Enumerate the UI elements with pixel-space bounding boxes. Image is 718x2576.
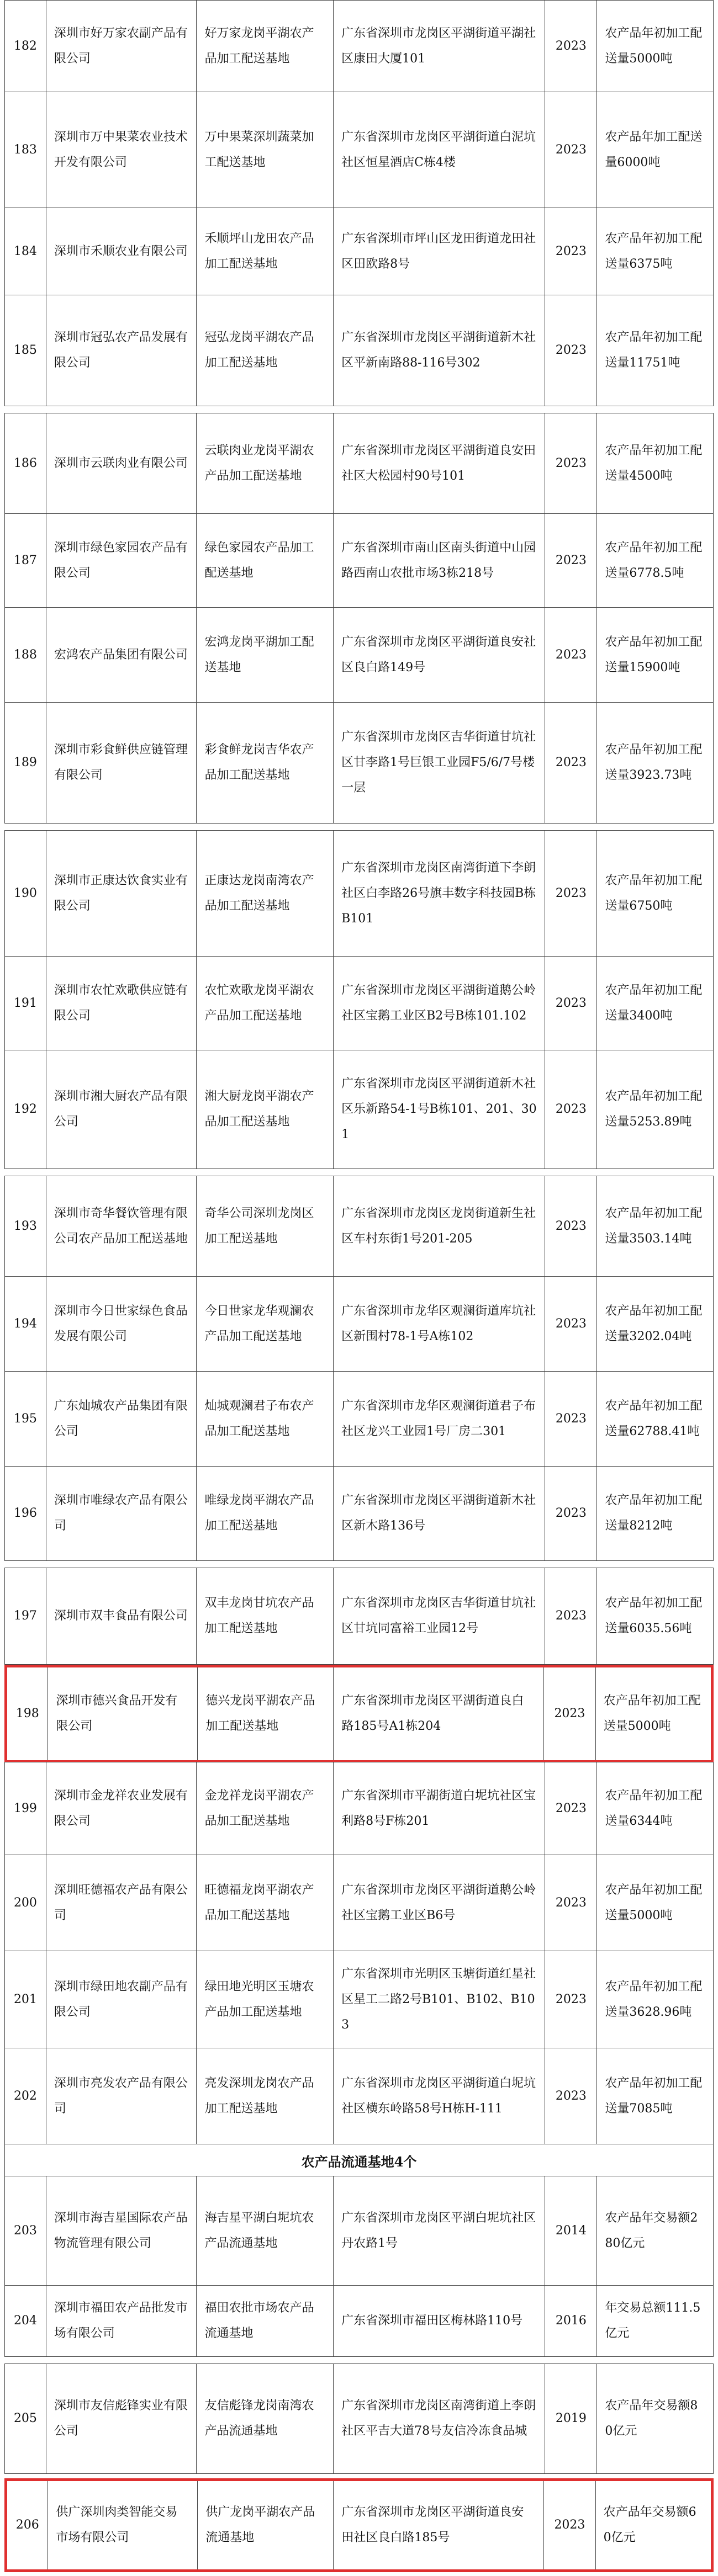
base-address: 广东省深圳市龙岗区平湖街道新木社区新木路136号 xyxy=(334,1467,545,1560)
approval-year: 2023 xyxy=(545,1951,597,2048)
row-number: 191 xyxy=(5,957,46,1050)
base-name: 旺德福龙岗平湖农产品加工配送基地 xyxy=(197,1855,334,1951)
approval-year: 2023 xyxy=(545,608,597,703)
base-name: 双丰龙岗甘坑农产品加工配送基地 xyxy=(197,1568,334,1664)
base-address: 广东省深圳市龙岗区平湖街道新木社区平新南路88-116号302 xyxy=(334,295,545,406)
approval-year: 2023 xyxy=(545,1176,597,1277)
approval-year: 2023 xyxy=(545,1568,597,1664)
base-name: 金龙祥龙岗平湖农产品加工配送基地 xyxy=(197,1762,334,1855)
enterprise-name: 深圳市冠弘农产品发展有限公司 xyxy=(46,295,197,406)
base-name: 冠弘龙岗平湖农产品加工配送基地 xyxy=(197,295,334,406)
base-scale: 年交易总额111.5亿元 xyxy=(605,2301,701,2340)
enterprise-name: 深圳市金龙祥农业发展有限公司 xyxy=(46,1762,197,1855)
enterprise-name: 深圳市德兴食品开发有限公司 xyxy=(48,1667,198,1760)
base-scale: 农产品年初加工配送量5000吨 xyxy=(605,26,703,66)
row-number: 189 xyxy=(5,703,46,823)
base-name: 亮发深圳龙岗农产品加工配送基地 xyxy=(197,2048,334,2144)
base-name: 正康达龙岗南湾农产品加工配送基地 xyxy=(197,831,334,957)
base-address: 广东省深圳市龙华区观澜街道君子布社区龙兴工业园1号厂房二301 xyxy=(334,1372,545,1467)
base-name: 德兴龙岗平湖农产品加工配送基地 xyxy=(198,1667,334,1760)
base-name: 供广龙岗平湖农产品流通基地 xyxy=(198,2481,334,2569)
table-row xyxy=(4,1050,714,1169)
table-row xyxy=(4,295,714,406)
table-row xyxy=(4,1371,714,1467)
enterprise-name: 深圳市绿田地农副产品有限公司 xyxy=(46,1951,197,2048)
enterprise-name: 深圳市湘大厨农产品有限公司 xyxy=(46,1050,197,1169)
base-address: 广东省深圳市龙岗区平湖街道鹅公岭社区宝鹅工业区B2号B栋101.102 xyxy=(334,957,545,1050)
base-address: 广东省深圳市龙岗区平湖白坭坑社区丹农路1号 xyxy=(334,2176,545,2286)
table-row-highlighted xyxy=(4,1665,714,1763)
base-name: 友信彪锋龙岗南湾农产品流通基地 xyxy=(197,2364,334,2473)
base-scale: 农产品年初加工配送量62788.41吨 xyxy=(605,1399,703,1438)
base-name: 禾顺坪山龙田农产品加工配送基地 xyxy=(197,208,334,295)
approval-year: 2023 xyxy=(545,1855,597,1951)
approval-year: 2023 xyxy=(545,413,597,514)
row-number: 205 xyxy=(5,2364,46,2473)
base-scale: 农产品年交易额60亿元 xyxy=(603,2505,696,2545)
enterprise-name: 深圳市好万家农副产品有限公司 xyxy=(46,1,197,92)
base-scale: 农产品年初加工配送量6750吨 xyxy=(605,874,703,913)
base-scale: 农产品年初加工配送量6035.56吨 xyxy=(605,1596,703,1635)
row-number: 186 xyxy=(5,413,46,514)
approval-year: 2023 xyxy=(544,1667,595,1760)
base-name: 云联肉业龙岗平湖农产品加工配送基地 xyxy=(197,413,334,514)
base-scale: 农产品年初加工配送量7085吨 xyxy=(605,2076,703,2116)
base-scale: 农产品年交易额280亿元 xyxy=(605,2211,698,2250)
base-scale: 农产品年初加工配送量11751吨 xyxy=(605,331,703,370)
base-scale: 农产品年初加工配送量6344吨 xyxy=(605,1789,703,1828)
approval-year: 2023 xyxy=(545,1372,597,1467)
table-row xyxy=(4,1762,714,1856)
row-number: 184 xyxy=(5,208,46,295)
table-row xyxy=(4,702,714,824)
base-scale: 农产品年初加工配送量3503.14吨 xyxy=(605,1207,703,1246)
table-row xyxy=(4,2363,714,2474)
base-address: 广东省深圳市龙岗区吉华街道甘坑社区甘坑同富裕工业园12号 xyxy=(334,1568,545,1664)
base-address: 广东省深圳市龙岗区平湖街道良安田社区良白路185号 xyxy=(334,2481,544,2569)
base-address: 广东省深圳市龙岗区平湖街道白泥坑社区恒星酒店C栋4楼 xyxy=(334,92,545,208)
row-number: 206 xyxy=(7,2481,48,2569)
base-address: 广东省深圳市平湖街道白坭坑社区宝利路8号F栋201 xyxy=(334,1762,545,1855)
enterprise-name: 深圳市正康达饮食实业有限公司 xyxy=(46,831,197,957)
approval-year: 2023 xyxy=(545,831,597,957)
enterprise-name: 深圳市今日世家绿色食品发展有限公司 xyxy=(46,1277,197,1372)
base-scale: 农产品年初加工配送量5253.89吨 xyxy=(605,1090,703,1129)
section-header xyxy=(4,2144,714,2177)
base-address: 广东省深圳市龙岗区平湖街道新木社区乐新路54-1号B栋101、201、301 xyxy=(334,1050,545,1169)
approval-year: 2023 xyxy=(545,208,597,295)
base-address: 广东省深圳市福田区梅林路110号 xyxy=(334,2286,545,2356)
base-name: 今日世家龙华观澜农产品加工配送基地 xyxy=(197,1277,334,1372)
table-row xyxy=(4,1568,714,1665)
base-scale: 农产品年初加工配送量4500吨 xyxy=(605,444,703,483)
enterprise-name: 深圳市奇华餐饮管理有限公司农产品加工配送基地 xyxy=(46,1176,197,1277)
base-address: 广东省深圳市坪山区龙田街道龙田社区田欧路8号 xyxy=(334,208,545,295)
base-scale: 农产品年初加工配送量15900吨 xyxy=(605,635,703,674)
base-address: 广东省深圳市龙岗区吉华街道甘坑社区甘李路1号巨银工业园F5/6/7号楼一层 xyxy=(334,703,545,823)
base-address: 广东省深圳市光明区玉塘街道红星社区星工二路2号B101、B102、B103 xyxy=(334,1951,545,2048)
base-scale: 农产品年初加工配送量3202.04吨 xyxy=(605,1304,703,1343)
base-address: 广东省深圳市龙岗区平湖街道良安田社区大松园村90号101 xyxy=(334,413,545,514)
approval-year: 2023 xyxy=(545,1762,597,1855)
row-number: 190 xyxy=(5,831,46,957)
enterprise-name: 宏鸿农产品集团有限公司 xyxy=(46,608,197,703)
table-row-highlighted xyxy=(4,2478,714,2572)
row-number: 195 xyxy=(5,1372,46,1467)
base-name: 湘大厨龙岗平湖农产品加工配送基地 xyxy=(197,1050,334,1169)
base-scale: 农产品年加工配送量6000吨 xyxy=(605,130,703,169)
base-name: 好万家龙岗平湖农产品加工配送基地 xyxy=(197,1,334,92)
enterprise-name: 深圳市禾顺农业有限公司 xyxy=(46,208,197,295)
base-name: 灿城观澜君子布农产品加工配送基地 xyxy=(197,1372,334,1467)
base-address: 广东省深圳市龙华区观澜街道库坑社区新围村78-1号A栋102 xyxy=(334,1277,545,1372)
approval-year: 2023 xyxy=(545,1050,597,1169)
row-number: 194 xyxy=(5,1277,46,1372)
approval-year: 2023 xyxy=(545,1277,597,1372)
enterprise-name: 深圳旺德福农产品有限公司 xyxy=(46,1855,197,1951)
row-number: 203 xyxy=(5,2176,46,2286)
row-number: 204 xyxy=(5,2286,46,2356)
table-row xyxy=(4,830,714,957)
base-address: 广东省深圳市龙岗区平湖街道良白路185号A1栋204 xyxy=(334,1667,544,1760)
row-number: 188 xyxy=(5,608,46,703)
table-row xyxy=(4,208,714,296)
table-row xyxy=(4,2176,714,2286)
row-number: 196 xyxy=(5,1467,46,1560)
approval-year: 2023 xyxy=(545,92,597,208)
base-name: 彩食鲜龙岗吉华农产品加工配送基地 xyxy=(197,703,334,823)
enterprise-name: 深圳市亮发农产品有限公司 xyxy=(46,2048,197,2144)
table-row xyxy=(4,513,714,608)
base-name: 农忙欢歌龙岗平湖农产品加工配送基地 xyxy=(197,957,334,1050)
approval-year: 2023 xyxy=(545,957,597,1050)
row-number: 202 xyxy=(5,2048,46,2144)
enterprise-name: 供广深圳肉类智能交易市场有限公司 xyxy=(48,2481,198,2569)
enterprise-name: 深圳市绿色家园农产品有限公司 xyxy=(46,514,197,608)
approval-year: 2023 xyxy=(545,703,597,823)
table-row xyxy=(4,0,714,93)
base-scale: 农产品年初加工配送量8212吨 xyxy=(605,1494,703,1533)
base-scale: 农产品年初加工配送量6375吨 xyxy=(605,232,703,271)
enterprise-name: 深圳市福田农产品批发市场有限公司 xyxy=(46,2286,197,2356)
row-number: 201 xyxy=(5,1951,46,2048)
approval-year: 2016 xyxy=(545,2286,597,2356)
base-name: 万中果菜深圳蔬菜加工配送基地 xyxy=(197,92,334,208)
base-address: 广东省深圳市龙岗区南湾街道上李朗社区平吉大道78号友信冷冻食品城 xyxy=(334,2364,545,2473)
table-row xyxy=(4,413,714,514)
approval-year: 2023 xyxy=(545,1467,597,1560)
base-scale: 农产品年初加工配送量5000吨 xyxy=(603,1694,701,1733)
section-title: 农产品流通基地4个 xyxy=(301,2153,417,2170)
enterprise-name: 深圳市友信彪锋实业有限公司 xyxy=(46,2364,197,2473)
enterprise-name: 广东灿城农产品集团有限公司 xyxy=(46,1372,197,1467)
base-name: 唯绿龙岗平湖农产品加工配送基地 xyxy=(197,1467,334,1560)
approval-year: 2023 xyxy=(545,1,597,92)
table-row xyxy=(4,1951,714,2049)
table-row xyxy=(4,92,714,209)
enterprise-name: 深圳市云联肉业有限公司 xyxy=(46,413,197,514)
base-address: 广东省深圳市龙岗区平湖街道白坭坑社区横东岭路58号H栋H-111 xyxy=(334,2048,545,2144)
table-row xyxy=(4,2048,714,2145)
base-scale: 农产品年初加工配送量6778.5吨 xyxy=(605,541,703,580)
enterprise-name: 深圳市彩食鲜供应链管理有限公司 xyxy=(46,703,197,823)
enterprise-name: 深圳市农忙欢歌供应链有限公司 xyxy=(46,957,197,1050)
row-number: 185 xyxy=(5,295,46,406)
row-number: 200 xyxy=(5,1855,46,1951)
approval-year: 2023 xyxy=(544,2481,595,2569)
table-row xyxy=(4,2285,714,2357)
row-number: 199 xyxy=(5,1762,46,1855)
approval-year: 2019 xyxy=(545,2364,597,2473)
approval-year: 2014 xyxy=(545,2176,597,2286)
base-name: 绿田地光明区玉塘农产品加工配送基地 xyxy=(197,1951,334,2048)
base-name: 宏鸿龙岗平湖加工配送基地 xyxy=(197,608,334,703)
approval-year: 2023 xyxy=(545,514,597,608)
enterprise-name: 深圳市万中果菜农业技术开发有限公司 xyxy=(46,92,197,208)
table-row xyxy=(4,1855,714,1952)
enterprise-name: 深圳市唯绿农产品有限公司 xyxy=(46,1467,197,1560)
base-scale: 农产品年初加工配送量3400吨 xyxy=(605,984,703,1023)
base-name: 福田农批市场农产品流通基地 xyxy=(197,2286,334,2356)
base-name: 绿色家园农产品加工配送基地 xyxy=(197,514,334,608)
base-address: 广东省深圳市龙岗区龙岗街道新生社区车村东街1号201-205 xyxy=(334,1176,545,1277)
table-row xyxy=(4,1466,714,1561)
row-number: 193 xyxy=(5,1176,46,1277)
table-row xyxy=(4,1276,714,1372)
base-scale: 农产品年初加工配送量5000吨 xyxy=(605,1883,703,1922)
table-row xyxy=(4,607,714,703)
row-number: 182 xyxy=(5,1,46,92)
approval-year: 2023 xyxy=(545,295,597,406)
base-address: 广东省深圳市南山区南头街道中山园路西南山农批市场3栋218号 xyxy=(334,514,545,608)
enterprise-name: 深圳市海吉星国际农产品物流管理有限公司 xyxy=(46,2176,197,2286)
row-number: 183 xyxy=(5,92,46,208)
table-row xyxy=(4,1176,714,1277)
row-number: 197 xyxy=(5,1568,46,1664)
base-address: 广东省深圳市龙岗区平湖街道平湖社区康田大厦101 xyxy=(334,1,545,92)
row-number: 192 xyxy=(5,1050,46,1169)
base-scale: 农产品年交易额80亿元 xyxy=(605,2399,698,2438)
enterprise-name: 深圳市双丰食品有限公司 xyxy=(46,1568,197,1664)
row-number: 187 xyxy=(5,514,46,608)
approval-year: 2023 xyxy=(545,2048,597,2144)
row-number: 198 xyxy=(7,1667,48,1760)
base-scale: 农产品年初加工配送量3628.96吨 xyxy=(605,1980,703,2019)
base-name: 奇华公司深圳龙岗区加工配送基地 xyxy=(197,1176,334,1277)
base-address: 广东省深圳市龙岗区南湾街道下李朗社区白李路26号旗丰数字科技园B栋B101 xyxy=(334,831,545,957)
base-scale: 农产品年初加工配送量3923.73吨 xyxy=(605,743,703,782)
base-name: 海吉星平湖白坭坑农产品流通基地 xyxy=(197,2176,334,2286)
table-row xyxy=(4,956,714,1051)
base-address: 广东省深圳市龙岗区平湖街道良安社区良白路149号 xyxy=(334,608,545,703)
base-address: 广东省深圳市龙岗区平湖街道鹅公岭社区宝鹅工业区B6号 xyxy=(334,1855,545,1951)
